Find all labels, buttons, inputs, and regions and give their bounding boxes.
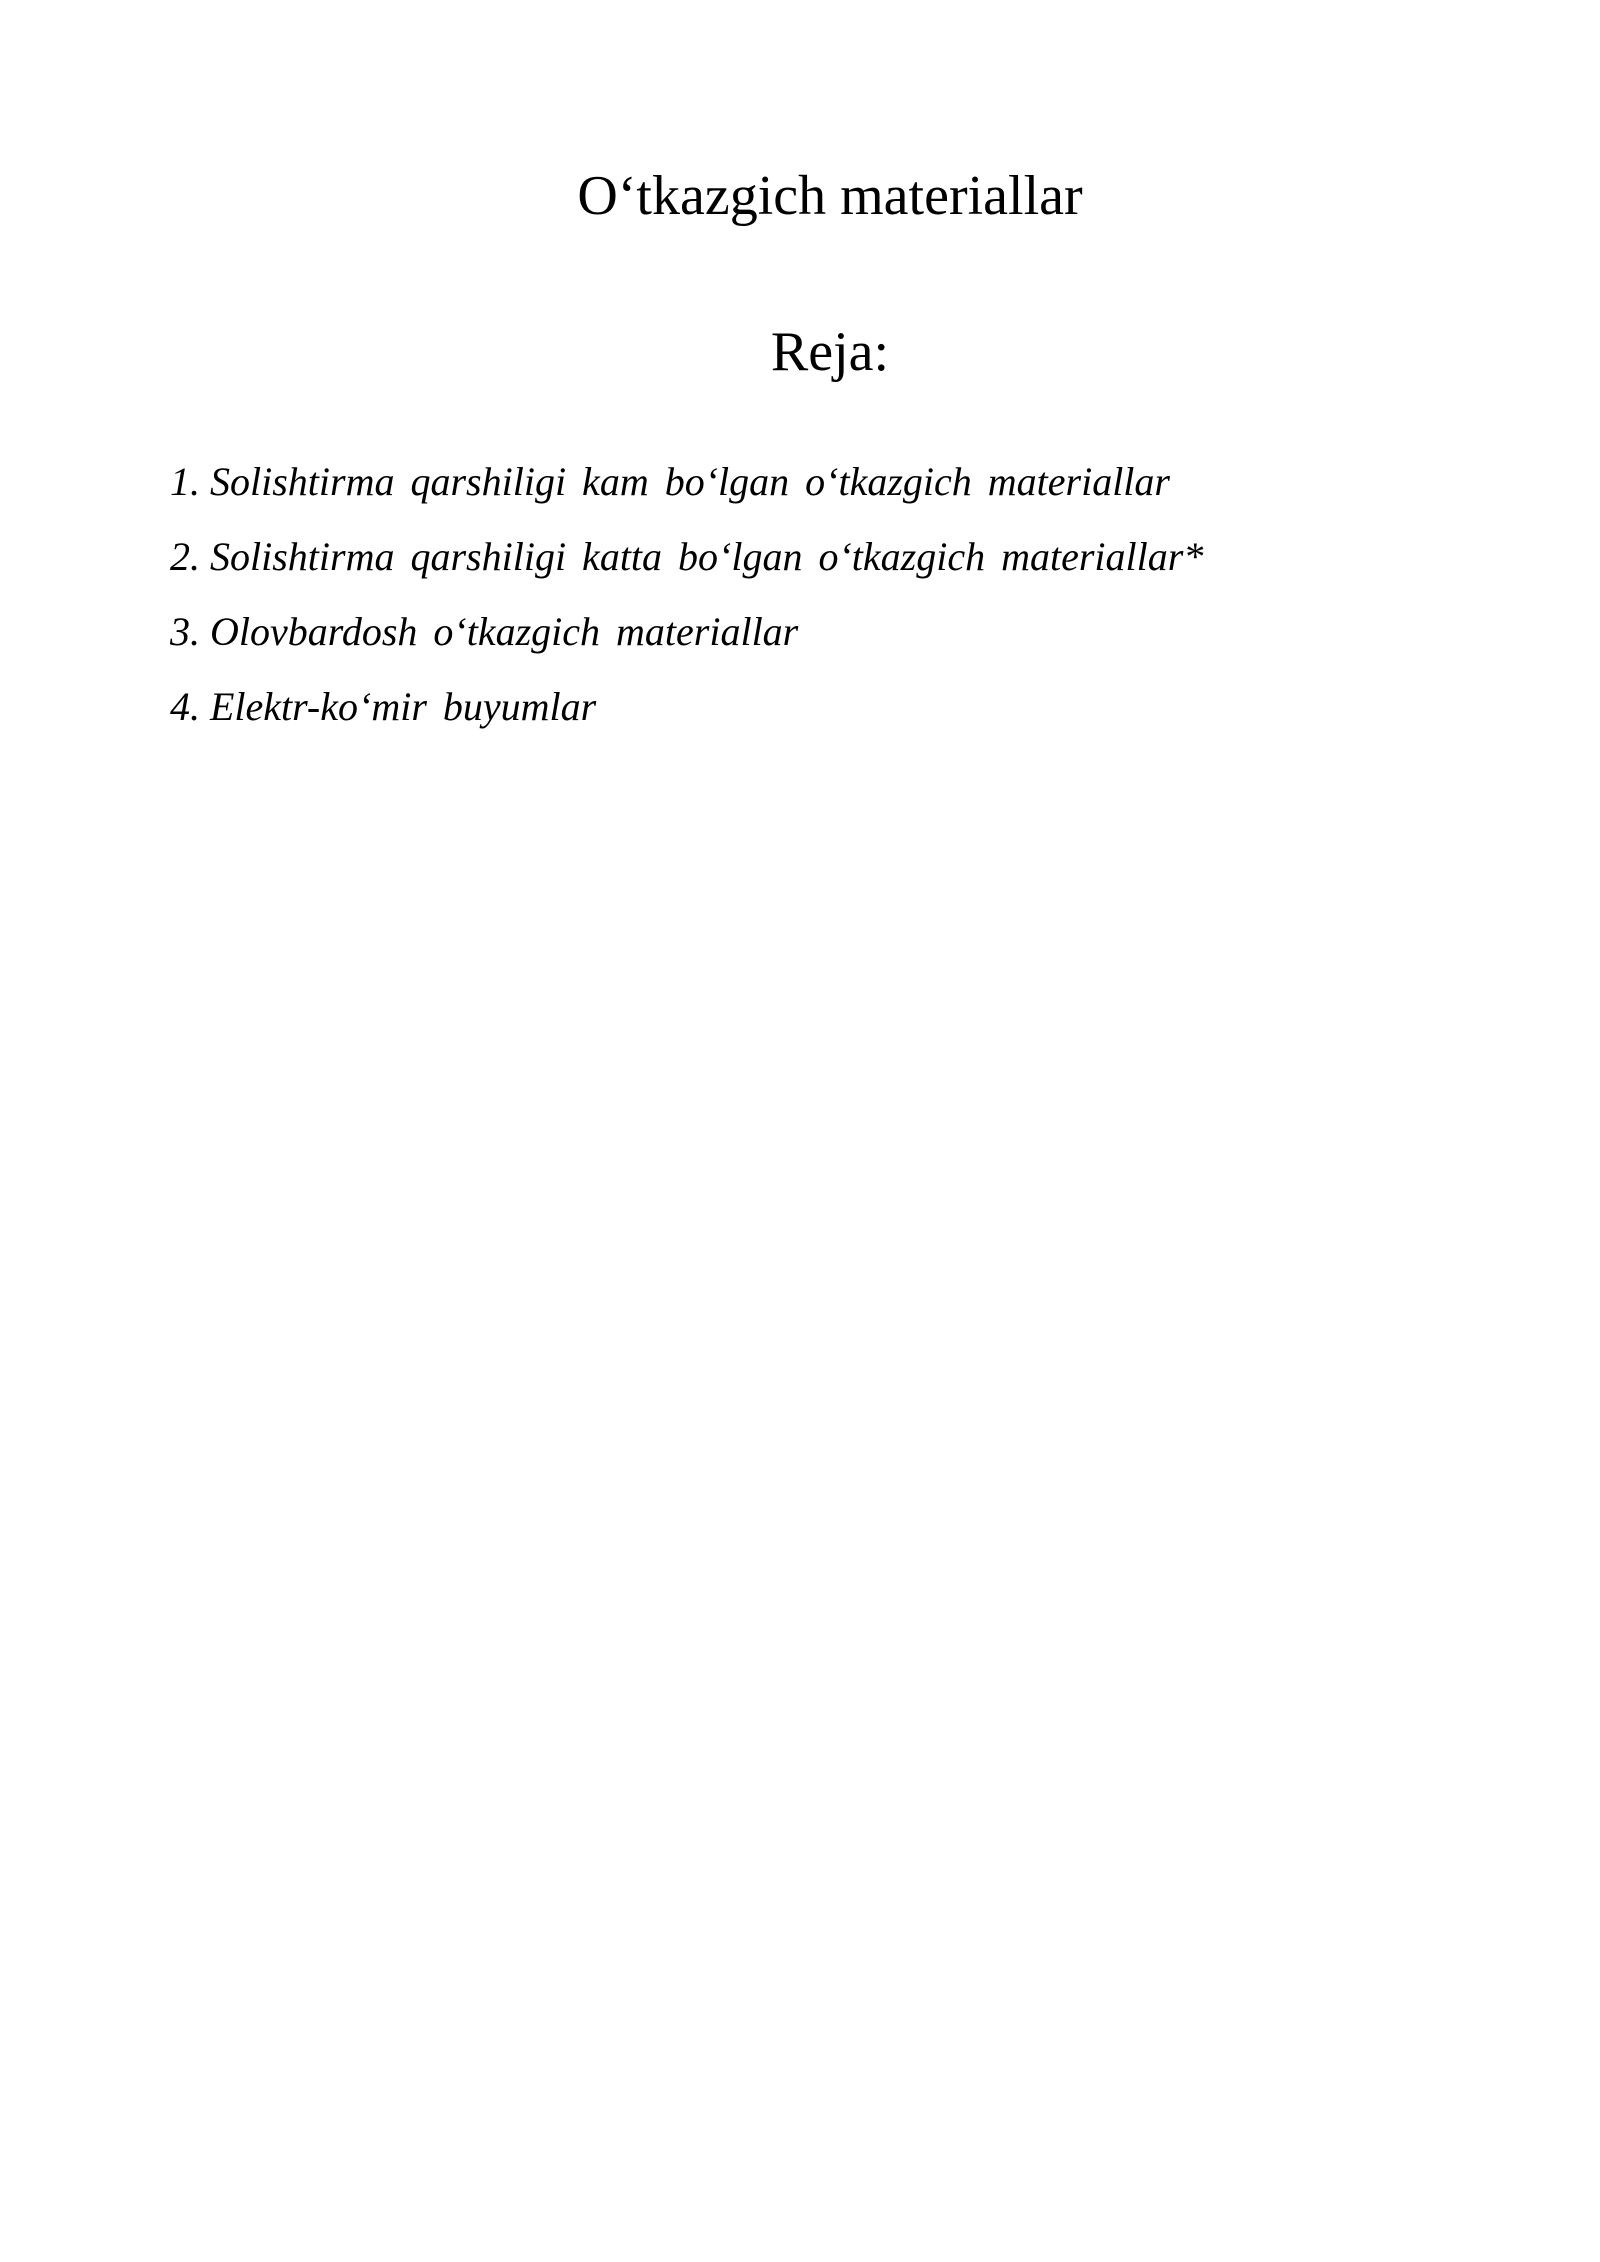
plan-item-number: 4. xyxy=(170,684,200,729)
plan-item-text: Elektr-ko‘mir buyumlar xyxy=(210,684,597,729)
plan-item xyxy=(170,679,1203,754)
plan-item xyxy=(170,529,1203,604)
plan-item-number: 1. xyxy=(170,459,200,504)
plan-item-number: 2. xyxy=(170,534,200,579)
document-title: O‘tkazgich materiallar xyxy=(577,165,1083,227)
plan-item xyxy=(170,604,1203,679)
plan-item-text: Solishtirma qarshiligi katta bo‘lgan o‘tkazgich materiallar* xyxy=(210,534,1204,579)
plan-item-text: Olovbardosh o‘tkazgich materiallar xyxy=(210,609,799,654)
plan-item xyxy=(170,454,1203,529)
plan-heading: Reja: xyxy=(770,321,890,383)
plan-item-text: Solishtirma qarshiligi kam bo‘lgan o‘tkazgich materiallar xyxy=(210,459,1170,504)
plan-list xyxy=(170,454,1203,754)
plan-item-number: 3. xyxy=(170,609,200,654)
